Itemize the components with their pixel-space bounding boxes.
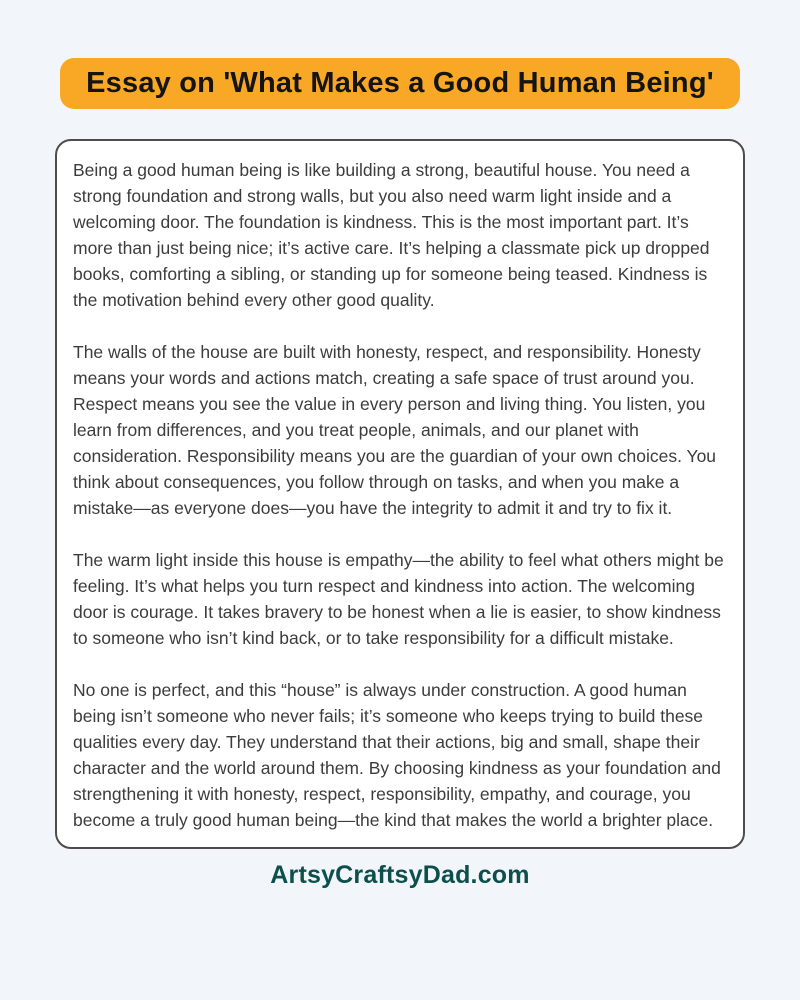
essay-paragraph: Being a good human being is like building a strong, beautiful house. You need a strong foundation and strong walls, but you also need warm light inside and a welcoming door. The foundation is kindness. This is the most important part. It’s more than just being nice; it’s active care. It’s helping a classmate pick up dropped books, comforting a sibling, or standing up for someone being teased. Kindness is the motivation behind every other good quality. <box>73 160 710 310</box>
footer-brand: ArtsyCraftsyDad.com <box>270 861 530 889</box>
essay-paragraph: The warm light inside this house is empathy—the ability to feel what others might be feeling. It’s what helps you turn respect and kindness into action. The welcoming door is courage. It takes bravery to be honest when a lie is easier, to show kindness to someone who isn’t kind back, or to take responsibility for a difficult mistake. <box>73 550 724 648</box>
essay-box <box>55 139 745 849</box>
essay-paragraph: No one is perfect, and this “house” is always under construction. A good human being isn’t someone who never fails; it’s someone who keeps trying to build these qualities every day. They understand that their actions, big and small, shape their character and the world around them. By choosing kindness as your foundation and strengthening it with honesty, respect, responsibility, empathy, and courage, you become a truly good human being—the kind that makes the world a brighter place. <box>73 680 721 830</box>
essay-paragraph: The walls of the house are built with honesty, respect, and responsibility. Honesty means your words and actions match, creating a safe space of trust around you. Respect means you see the value in every person and living thing. You listen, you learn from differences, and you treat people, animals, and our planet with consideration. Responsibility means you are the guardian of your own choices. You think about consequences, you follow through on tasks, and when you make a mistake—as everyone does—you have the integrity to admit it and try to fix it. <box>73 342 717 518</box>
page-title: Essay on 'What Makes a Good Human Being' <box>86 67 714 99</box>
title-banner <box>60 58 740 109</box>
